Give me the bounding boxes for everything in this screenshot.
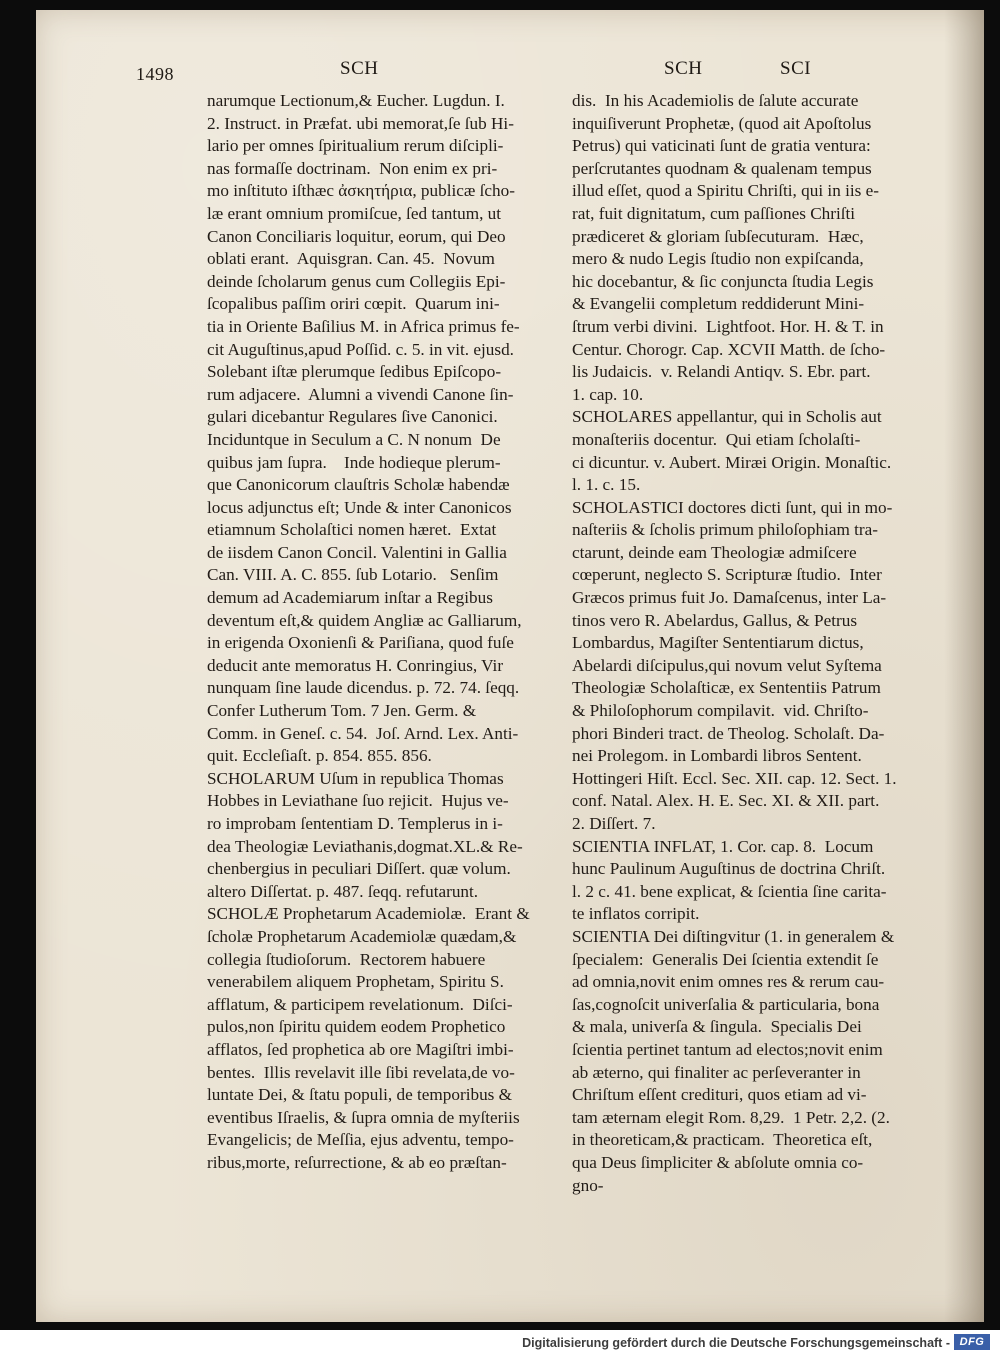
right-column-line: Abelardi diſcipulus,qui novum velut Syſtema: [572, 655, 882, 675]
left-column-line: in erigenda Oxonienſi & Pariſiana, quod fuſe: [207, 633, 514, 653]
dfg-logo: DFG: [954, 1334, 990, 1350]
left-text-column: [207, 90, 557, 1175]
right-column-line: Lombardus, Magiſter Sententiarum dictus,: [572, 633, 864, 653]
left-column-line: mo inſtituto iſthæc ἀσκητήρια, publicæ ſcho-: [207, 181, 515, 201]
left-column-line: cit Auguſtinus,apud Poſſid. c. 5. in vit. ejusd.: [207, 339, 514, 359]
right-column-line: illud eſſet, quod a Spiritu Chriſti, qui in iis e-: [572, 181, 879, 201]
running-header-mid: SCH: [664, 58, 703, 79]
left-column-line: deducit ante memoratus H. Conringius, Vir: [207, 655, 504, 675]
right-column-line: Theologiæ Scholaſticæ, ex Sententiis Patrum: [572, 678, 881, 698]
right-column-line: rat, fuit dignitatum, cum paſſiones Chriſti: [572, 203, 856, 223]
left-column-line: tia in Oriente Baſilius M. in Africa primus fe-: [207, 316, 520, 336]
right-column-line: qua Deus ſimpliciter & abſolute omnia co-: [572, 1152, 864, 1172]
left-column-line: demum ad Academiarum inſtar a Regibus: [207, 588, 493, 608]
left-column-line: nunquam ſine laude dicendus. p. 72. 74. ſeqq.: [207, 678, 520, 698]
left-column-line: Hobbes in Leviathane ſuo rejicit. Hujus ve-: [207, 791, 509, 811]
left-column-line: luntate Dei, & ſtatu populi, de temporibus &: [207, 1085, 513, 1105]
left-column-line: Comm. in Geneſ. c. 54. Joſ. Arnd. Lex. Anti-: [207, 723, 519, 743]
left-column-line: ro improbam ſententiam D. Templerus in i-: [207, 814, 503, 833]
right-column-line: in theoreticam,& practicam. Theoretica eſt,: [572, 1130, 873, 1150]
left-column-line: Confer Lutherum Tom. 7 Jen. Germ. &: [207, 701, 477, 721]
running-header-left: SCH: [340, 58, 379, 79]
left-column-line: etiamnum Scholaſtici nomen hæret. Extat: [207, 520, 497, 540]
left-column-line: quibus jam ſupra. Inde hodieque plerum-: [207, 452, 501, 472]
left-column-line: collegia ſtudioſorum. Rectorem habuere: [207, 949, 486, 969]
right-column-line: l. 1. c. 15.: [572, 475, 641, 495]
right-column-line: hic docebantur, & ſic conjuncta ſtudia Legis: [572, 271, 874, 291]
right-column-line: cœperunt, neglecto S. Scripturæ ſtudio. Inter: [572, 565, 882, 585]
left-column-line: gulari dicebantur Regulares ſive Canonici.: [207, 407, 498, 427]
right-column-line: & Philoſophorum compilavit. vid. Chriſto-: [572, 701, 869, 721]
left-column-line: rum adjacere. Alumni a vivendi Canone ſin-: [207, 384, 514, 404]
left-column-line: SCHOLÆ Prophetarum Academiolæ. Erant &: [207, 904, 530, 924]
right-column-line: dis. In his Academiolis de ſalute accurate: [572, 91, 859, 110]
right-column-line: ci dicuntur. v. Aubert. Miræi Origin. Monaſtic.: [572, 452, 892, 472]
right-column-line: tam æternam elegit Rom. 8,29. 1 Petr. 2,2. (2.: [572, 1107, 890, 1127]
right-column-line: tinos vero R. Abelardus, Gallus, & Petrus: [572, 610, 858, 630]
left-column-line: locus adjunctus eſt; Unde & inter Canonicos: [207, 497, 512, 517]
right-column-line: Centur. Chorogr. Cap. XCVII Matth. de ſcho-: [572, 339, 886, 359]
right-column-line: inquiſiverunt Prophetæ, (quod ait Apoſtolus: [572, 113, 872, 133]
left-column-line: oblati erant. Aquisgran. Can. 45. Novum: [207, 249, 495, 269]
left-column-line: altero Diſſertat. p. 487. ſeqq. refutarunt.: [207, 881, 479, 901]
left-column-line: ſcholæ Prophetarum Academiolæ quædam,&: [207, 926, 517, 946]
right-column-line: prædiceret & gloriam ſubſecuturam. Hæc,: [572, 226, 864, 246]
right-column-line: SCHOLASTICI doctores dicti ſunt, qui in mo-: [572, 497, 893, 517]
right-column-line: ctarunt, deinde eam Theologiæ admiſcere: [572, 542, 857, 562]
left-column-line: eventibus Iſraelis, & ſupra omnia de myſteriis: [207, 1107, 520, 1127]
right-column-line: & mala, univerſa & ſingula. Specialis Dei: [572, 1017, 862, 1037]
right-column-line: ſtrum verbi divini. Lightfoot. Hor. H. & T. in: [572, 316, 884, 336]
right-column-line: gno-: [572, 1175, 604, 1195]
right-column-line: ſcientia pertinet tantum ad electos;novit enim: [572, 1039, 883, 1059]
left-column-line: dea Theologiæ Leviathanis,dogmat.XL.& Re-: [207, 836, 523, 856]
left-column-line: Inciduntque in Seculum a C. N nonum De: [207, 429, 501, 449]
right-column-line: ab æterno, qui finaliter ac perſeveranter in: [572, 1062, 861, 1082]
right-column-line: ad omnia,novit enim omnes res & rerum cau-: [572, 972, 885, 992]
right-column-line: naſteriis & ſcholis primum philoſophiam tra-: [572, 520, 878, 540]
right-column-line: te inflatos corripit.: [572, 904, 700, 924]
right-column-line: mero & nudo Legis ſtudio non expiſcanda,: [572, 249, 864, 269]
left-column-line: læ erant omnium promiſcue, ſed tantum, ut: [207, 203, 502, 223]
left-column-line: afflatos, ſed prophetica ab ore Magiſtri imbi-: [207, 1039, 514, 1059]
left-column-line: SCHOLARUM Uſum in republica Thomas: [207, 768, 504, 788]
left-column-line: venerabilem aliquem Prophetam, Spiritu S.: [207, 972, 504, 992]
right-column-line: Chriſtum eſſent credituri, quos etiam ad vi-: [572, 1085, 867, 1105]
left-column-line: que Canonicorum clauſtris Scholæ habendæ: [207, 475, 510, 495]
right-column-line: Græcos primus fuit Jo. Damaſcenus, inter La-: [572, 588, 887, 608]
footer-credit: Digitalisierung gefördert durch die Deutsche Forschungsgemeinschaft -: [522, 1336, 950, 1350]
left-column-line: deinde ſcholarum genus cum Collegiis Epi-: [207, 271, 506, 291]
left-column-line: pulos,non ſpiritu quidem eodem Prophetico: [207, 1017, 506, 1037]
right-column-line: nei Prolegom. in Lombardi libros Sentent.: [572, 746, 862, 766]
left-column-line: nas formaſſe doctrinam. Non enim ex pri-: [207, 158, 498, 178]
right-column-line: conf. Natal. Alex. H. E. Sec. XI. & XII. part.: [572, 791, 880, 811]
right-column-line: 2. Diſſert. 7.: [572, 814, 656, 833]
right-column-line: Hottingeri Hiſt. Eccl. Sec. XII. cap. 12. Sect. 1.: [572, 768, 897, 788]
left-column-line: 2. Instruct. in Præfat. ubi memorat,ſe ſub Hi-: [207, 113, 514, 133]
right-column-line: ſpecialem: Generalis Dei ſcientia extendit ſe: [572, 949, 879, 969]
right-column-line: lis Judaicis. v. Relandi Antiqv. S. Ebr. part.: [572, 362, 871, 382]
left-column-line: Canon Conciliaris loquitur, eorum, qui Deo: [207, 226, 506, 246]
left-column-line: Can. VIII. A. C. 855. ſub Lotario. Senſim: [207, 565, 499, 585]
right-text-column: [572, 90, 952, 1197]
left-column-line: ſcopalibus paſſim oriri cœpit. Quarum ini-: [207, 294, 500, 314]
left-column-line: bentes. Illis revelavit ille ſibi revelata,de vo-: [207, 1062, 515, 1082]
left-column-line: narumque Lectionum,& Eucher. Lugdun. I.: [207, 91, 505, 110]
page-number: 1498: [136, 64, 174, 84]
right-column-line: hunc Paulinum Auguſtinus de doctrina Chriſt.: [572, 859, 886, 879]
right-column-line: Petrus) qui vaticinati ſunt de gratia ventura:: [572, 136, 871, 156]
right-column-line: monaſteriis docentur. Qui etiam ſcholaſti-: [572, 429, 861, 449]
left-column-line: lario per omnes ſpiritualium rerum diſcipli-: [207, 136, 504, 156]
right-column-line: SCIENTIA Dei diſtingvitur (1. in generalem &: [572, 926, 895, 946]
right-column-line: l. 2 c. 41. bene explicat, & ſcientia ſine carita-: [572, 881, 887, 901]
left-column-line: deventum eſt,& quidem Angliæ ac Galliarum,: [207, 610, 522, 630]
running-header-right: SCI: [780, 58, 812, 79]
right-column-line: perſcrutantes quodnam & qualenam tempus: [572, 158, 872, 178]
right-column-line: SCHOLARES appellantur, qui in Scholis aut: [572, 407, 882, 427]
left-column-line: quit. Eccleſiaſt. p. 854. 855. 856.: [207, 746, 432, 766]
left-column-line: Solebant iſtæ plerumque ſedibus Epiſcopo-: [207, 362, 502, 382]
left-column-line: chenbergius in peculiari Diſſert. quæ volum.: [207, 859, 511, 879]
right-column-line: phori Binderi tract. de Theolog. Scholaſt. Da-: [572, 723, 885, 743]
left-column-line: ribus,morte, reſurrectione, & ab eo præſtan-: [207, 1152, 507, 1172]
left-column-line: Evangelicis; de Meſſia, ejus adventu, tempo-: [207, 1130, 514, 1150]
left-column-line: de iisdem Canon Concil. Valentini in Gallia: [207, 542, 507, 562]
left-column-line: afflatum, & participem revelationum. Diſci-: [207, 994, 513, 1014]
right-column-line: 1. cap. 10.: [572, 384, 644, 404]
right-column-line: & Evangelii completum reddiderunt Mini-: [572, 294, 865, 314]
right-column-line: ſas,cognoſcit univerſalia & particularia, bona: [572, 994, 880, 1014]
right-column-line: SCIENTIA INFLAT, 1. Cor. cap. 8. Locum: [572, 836, 874, 856]
